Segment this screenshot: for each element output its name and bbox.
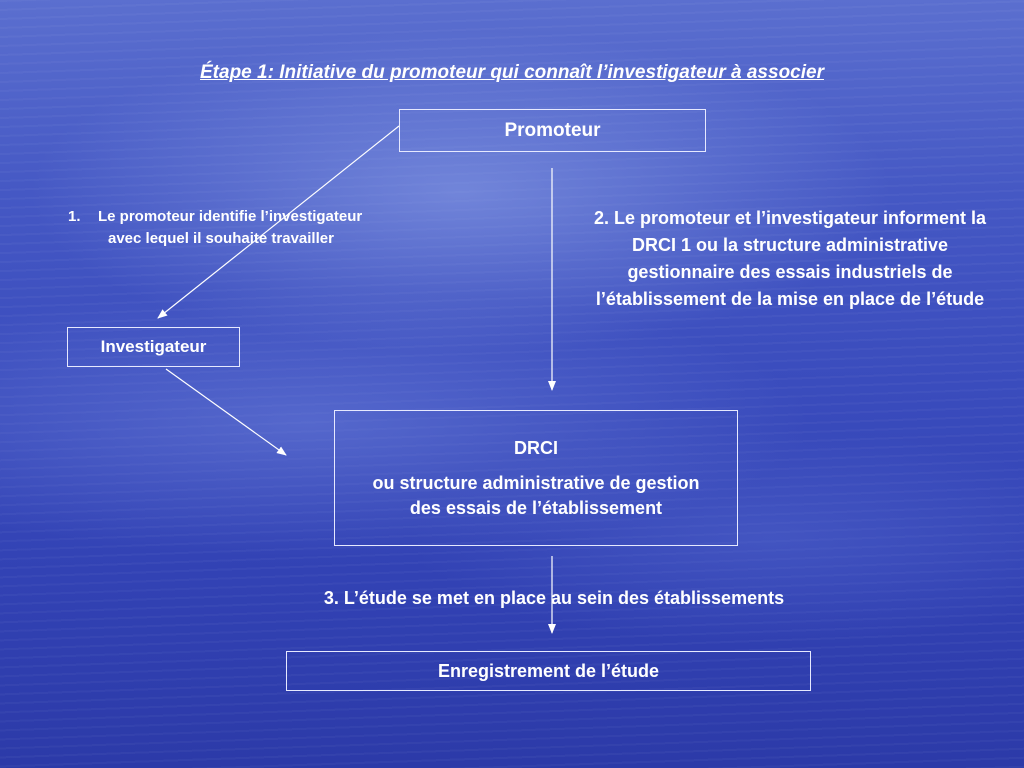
promoteur-box — [399, 109, 706, 152]
investigateur-box — [67, 327, 240, 367]
enregistrement-box — [286, 651, 811, 691]
promoteur-label: Promoteur — [504, 119, 601, 141]
drci-box — [334, 410, 738, 546]
step3-note: 3. L’étude se met en place au sein des établissements — [323, 588, 785, 608]
drci-label: DRCI — [514, 437, 558, 458]
step1-note — [68, 206, 468, 250]
step1-line2: avec lequel il souhaite travailler — [108, 230, 334, 247]
step1-line1: Le promoteur identifie l’investigateur — [98, 208, 363, 225]
enregistrement-label: Enregistrement de l’étude — [437, 660, 660, 681]
arrow-investigateur-to-drci — [166, 369, 286, 455]
diagram-title: Étape 1: Initiative du promoteur qui connaît l’investigateur à associer — [200, 62, 824, 83]
step2-note: 2. Le promoteur et l’investigateur informent la DRCI 1 ou la structure administrative gestionnaire des essais industriels de l’établissement de la mise en place de l’étude — [593, 208, 987, 309]
drci-description: ou structure administrative de gestion des essais de l’établissement — [372, 472, 700, 518]
investigateur-label: Investigateur — [100, 337, 207, 356]
step1-number: 1. — [68, 208, 81, 225]
